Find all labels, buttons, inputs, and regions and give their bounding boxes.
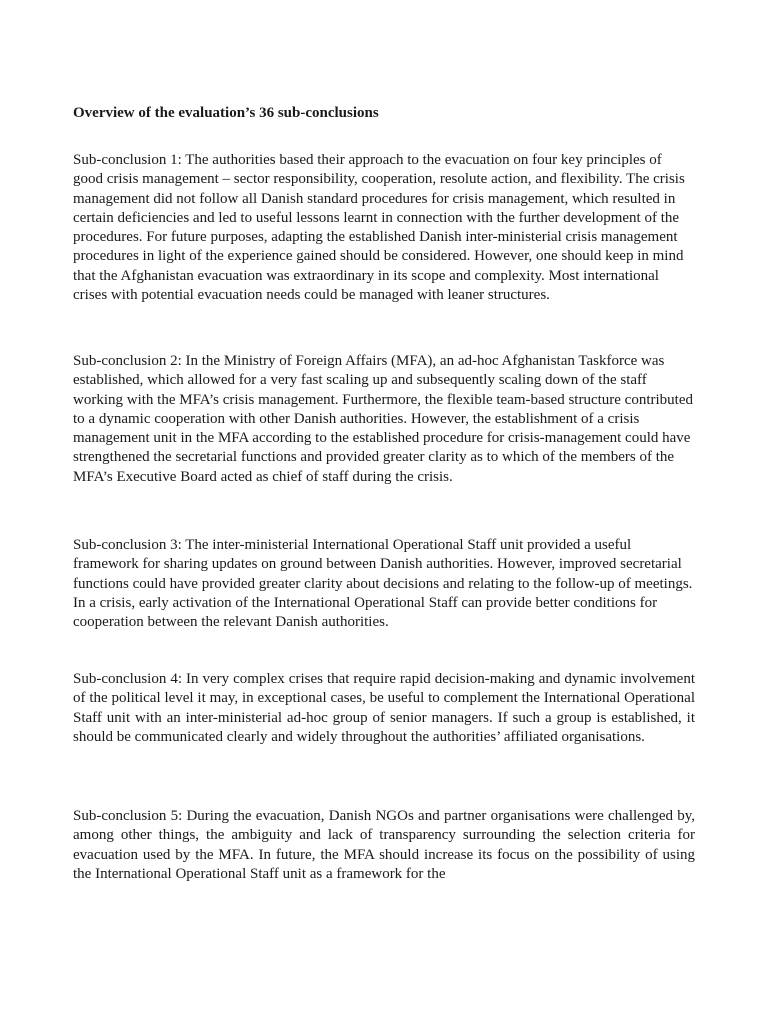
sub-conclusion-3-paragraph: Sub-conclusion 3: The inter-ministerial International Operational Staff unit provided a useful framework for sharing updates on ground between Danish authorities. However, improved secretarial functions could have provided greater clarity about decisions and relating to the follow-up of meetings. In a crisis, early activation of the International Operational Staff can provide better conditions for cooperation between the relevant Danish authorities. [73,537,693,631]
sub-conclusion-2-paragraph: Sub-conclusion 2: In the Ministry of Foreign Affairs (MFA), an ad-hoc Afghanistan Taskforce was established, which allowed for a very fast scaling up and subsequently scaling down of the staff working with the MFA’s crisis management. Furthermore, the flexible team-based structure contributed to a dynamic cooperation with other Danish authorities. However, the establishment of a crisis management unit in the MFA according to the established procedure for crisis-management could have strengthened the secretarial functions and provided greater clarity as to which of the members of the MFA’s Executive Board acted as chief of staff during the crisis. [73,353,693,485]
sub-conclusion-1-paragraph: Sub-conclusion 1: The authorities based their approach to the evacuation on four key principles of good crisis management – sector responsibility, cooperation, resolute action, and flexibility. The crisis management did not follow all Danish standard procedures for crisis management, which resulted in certain deficiencies and led to useful lessons learnt in connection with the further development of the procedures. For future purposes, adapting the established Danish inter-ministerial crisis management procedures in light of the experience gained should be considered. However, one should keep in mind that the Afghanistan evacuation was extraordinary in its scope and complexity. Most international crises with potential evacuation needs could be managed with leaner structures. [73,152,685,304]
sub-conclusion-5-paragraph: Sub-conclusion 5: During the evacuation, Danish NGOs and partner organisations were challenged by, among other things, the ambiguity and lack of transparency surrounding the selection criteria for evacuation used by the MFA. In future, the MFA should increase its focus on the possibility of using the International Operational Staff unit as a framework for the [73,808,695,882]
document-heading: Overview of the evaluation’s 36 sub-conclusions [73,105,379,121]
sub-conclusion-4-paragraph: Sub-conclusion 4: In very complex crises that require rapid decision-making and dynamic involvement of the political level it may, in exceptional cases, be useful to complement the International Operational Staff unit with an inter-ministerial ad-hoc group of senior managers. If such a group is established, it should be communicated clearly and widely throughout the authorities’ affiliated organisations. [73,671,695,745]
